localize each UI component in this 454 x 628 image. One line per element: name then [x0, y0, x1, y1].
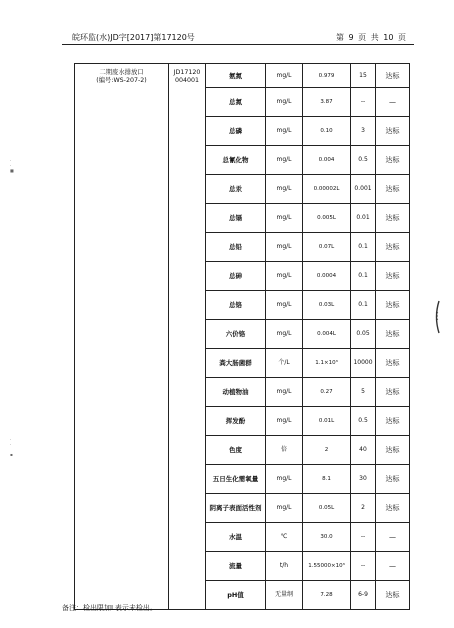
sample-code-line1: JD17120 — [173, 69, 201, 76]
limit-cell: 5 — [351, 378, 376, 407]
unit-cell: mg/L — [266, 494, 303, 523]
limit-cell: 0.1 — [351, 233, 376, 262]
document-number: 皖环监(水)JD字[2017]第17120号 — [72, 33, 195, 42]
limit-cell: 0.5 — [351, 146, 376, 175]
parameter-cell: 挥发酚 — [206, 407, 266, 436]
scan-margin-marks: · · ■ — [10, 158, 14, 173]
parameter-cell: 流量 — [206, 552, 266, 581]
evaluation-cell: 达标 — [376, 204, 410, 233]
sample-code-cell — [169, 64, 206, 610]
limit-cell: 0.05 — [351, 320, 376, 349]
unit-cell: mg/L — [266, 262, 303, 291]
evaluation-cell: 达标 — [376, 146, 410, 175]
header-rule — [62, 44, 414, 45]
evaluation-cell: 达标 — [376, 494, 410, 523]
evaluation-cell: — — [376, 552, 410, 581]
result-cell: 1.1×10³ — [303, 349, 351, 378]
unit-cell: mg/L — [266, 320, 303, 349]
parameter-cell: 动植物油 — [206, 378, 266, 407]
limit-cell: 15 — [351, 64, 376, 88]
site-name: 二期废水排放口 — [99, 69, 144, 76]
parameter-cell: 总镉 — [206, 204, 266, 233]
evaluation-cell: 达标 — [376, 117, 410, 146]
monitoring-site-cell — [75, 64, 169, 610]
unit-cell: mg/L — [266, 233, 303, 262]
evaluation-cell: 达标 — [376, 407, 410, 436]
unit-cell: 个/L — [266, 349, 303, 378]
result-cell: 2 — [303, 436, 351, 465]
evaluation-cell: 达标 — [376, 262, 410, 291]
result-cell: 0.05L — [303, 494, 351, 523]
limit-cell: 0.1 — [351, 291, 376, 320]
footnote: 备注：检出限加L表示未检出。 — [62, 604, 157, 612]
limit-cell: -- — [351, 552, 376, 581]
unit-cell: mg/L — [266, 378, 303, 407]
result-cell: 3.87 — [303, 88, 351, 117]
result-cell: 30.0 — [303, 523, 351, 552]
unit-cell: ℃ — [266, 523, 303, 552]
scan-margin-marks-lower: · · ▪ — [10, 437, 13, 457]
limit-cell: 3 — [351, 117, 376, 146]
evaluation-cell: — — [376, 88, 410, 117]
evaluation-cell: 达标 — [376, 233, 410, 262]
limit-cell: 2 — [351, 494, 376, 523]
parameter-cell: 总氰化物 — [206, 146, 266, 175]
limit-cell: 30 — [351, 465, 376, 494]
result-cell: 0.27 — [303, 378, 351, 407]
result-cell: 0.01L — [303, 407, 351, 436]
result-cell: 1.55000×10³ — [303, 552, 351, 581]
parameter-cell: 总氮 — [206, 88, 266, 117]
result-cell: 0.979 — [303, 64, 351, 88]
limit-cell: -- — [351, 88, 376, 117]
parameter-cell: 总磷 — [206, 117, 266, 146]
limit-cell: 10000 — [351, 349, 376, 378]
evaluation-cell: 达标 — [376, 349, 410, 378]
unit-cell: mg/L — [266, 146, 303, 175]
unit-cell: mg/L — [266, 465, 303, 494]
evaluation-cell: 达标 — [376, 320, 410, 349]
limit-cell: 0.001 — [351, 175, 376, 204]
parameter-cell: pH值 — [206, 581, 266, 610]
parameter-cell: 总铬 — [206, 291, 266, 320]
unit-cell: mg/L — [266, 204, 303, 233]
result-cell: 0.004 — [303, 146, 351, 175]
page-indicator: 第 9 页 共 10 页 — [336, 33, 406, 42]
result-cell: 8.1 — [303, 465, 351, 494]
evaluation-cell: 达标 — [376, 291, 410, 320]
result-cell: 0.10 — [303, 117, 351, 146]
limit-cell: 0.1 — [351, 262, 376, 291]
result-cell: 0.004L — [303, 320, 351, 349]
parameter-cell: 五日生化需氧量 — [206, 465, 266, 494]
unit-cell: mg/L — [266, 175, 303, 204]
evaluation-cell: 达标 — [376, 581, 410, 610]
parameter-cell: 总铅 — [206, 233, 266, 262]
limit-cell: 6-9 — [351, 581, 376, 610]
limit-cell: 0.5 — [351, 407, 376, 436]
parameter-cell: 氨氮 — [206, 64, 266, 88]
monitoring-results-table — [74, 63, 410, 610]
unit-cell: mg/L — [266, 117, 303, 146]
table-row — [75, 64, 410, 88]
evaluation-cell: — — [376, 523, 410, 552]
unit-cell: 无量纲 — [266, 581, 303, 610]
limit-cell: -- — [351, 523, 376, 552]
evaluation-cell: 达标 — [376, 436, 410, 465]
parameter-cell: 粪大肠菌群 — [206, 349, 266, 378]
unit-cell: 倍 — [266, 436, 303, 465]
unit-cell: t/h — [266, 552, 303, 581]
parameter-cell: 阴离子表面活性剂 — [206, 494, 266, 523]
result-cell: 0.07L — [303, 233, 351, 262]
site-number: (编号:WS-207-2) — [96, 77, 147, 84]
seal-stamp-fragment — [430, 300, 442, 334]
unit-cell: mg/L — [266, 291, 303, 320]
parameter-cell: 总汞 — [206, 175, 266, 204]
evaluation-cell: 达标 — [376, 465, 410, 494]
evaluation-cell: 达标 — [376, 378, 410, 407]
result-cell: 0.0004 — [303, 262, 351, 291]
result-cell: 0.00002L — [303, 175, 351, 204]
parameter-cell: 总砷 — [206, 262, 266, 291]
limit-cell: 0.01 — [351, 204, 376, 233]
parameter-cell: 色度 — [206, 436, 266, 465]
unit-cell: mg/L — [266, 64, 303, 88]
unit-cell: mg/L — [266, 88, 303, 117]
parameter-cell: 六价铬 — [206, 320, 266, 349]
result-cell: 0.005L — [303, 204, 351, 233]
limit-cell: 40 — [351, 436, 376, 465]
result-cell: 7.28 — [303, 581, 351, 610]
parameter-cell: 水温 — [206, 523, 266, 552]
result-cell: 0.03L — [303, 291, 351, 320]
unit-cell: mg/L — [266, 407, 303, 436]
sample-code-line2: 004001 — [174, 77, 200, 84]
evaluation-cell: 达标 — [376, 175, 410, 204]
evaluation-cell: 达标 — [376, 64, 410, 88]
